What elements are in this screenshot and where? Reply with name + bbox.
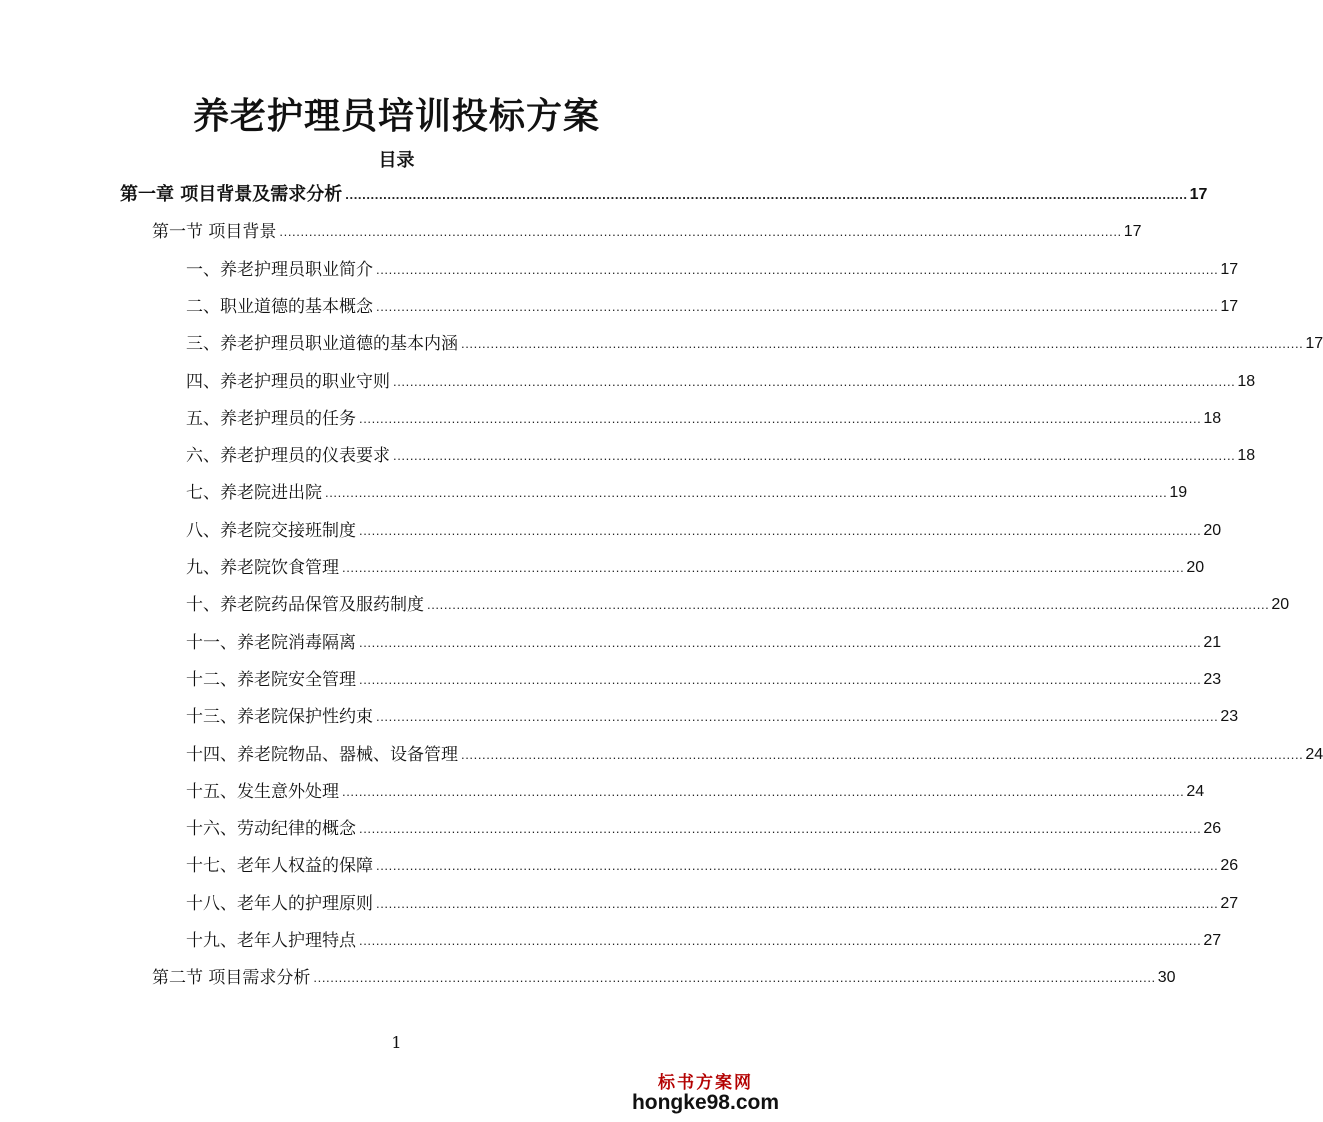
toc-leader-dots: ........................................................................................................................................................................................................ (376, 298, 1219, 314)
document-title: 养老护理员培训投标方案 (192, 95, 600, 137)
toc-leader-dots: ........................................................................................................................................................................................................ (279, 224, 1122, 240)
toc-heading: 目录 (378, 150, 415, 171)
toc-entry-label: 九、养老院饮食管理 (186, 558, 339, 578)
toc-entry-page: 26 (1220, 857, 1239, 875)
toc-entry-page: 17 (1189, 186, 1208, 203)
toc-entry-page: 19 (1169, 484, 1188, 502)
watermark-url: hongke98.com (631, 1091, 779, 1114)
toc-entry-page: 17 (1220, 297, 1239, 315)
toc-entry-label: 五、养老护理员的任务 (186, 408, 356, 429)
toc-leader-dots: ........................................................................................................................................................................................................ (342, 560, 1185, 575)
toc-entry-label: 七、养老院进出院 (186, 483, 322, 504)
toc-entry-label: 第二节 项目需求分析 (152, 968, 311, 989)
toc-entry-page: 26 (1203, 820, 1222, 838)
toc-entry-page: 17 (1220, 260, 1239, 278)
toc-entry-label: 四、养老护理员的职业守则 (186, 371, 390, 392)
toc-entry-label: 十七、老年人权益的保障 (186, 856, 373, 877)
toc-leader-dots: ........................................................................................................................................................................................................ (313, 970, 1156, 986)
toc-entry-page: 18 (1237, 372, 1256, 390)
toc-entry-page: 23 (1203, 670, 1222, 688)
toc-leader-dots: ........................................................................................................................................................................................................ (461, 746, 1304, 762)
toc-section-entry[interactable] (152, 959, 1176, 989)
toc-item-entry[interactable] (186, 624, 1222, 654)
toc-entry-page: 20 (1186, 559, 1205, 576)
toc-chapter-entry[interactable] (120, 176, 1208, 206)
toc-item-entry[interactable] (186, 288, 1239, 318)
toc-item-entry[interactable] (186, 251, 1239, 281)
toc-entry-label: 八、养老院交接班制度 (186, 520, 356, 541)
toc-leader-dots: ........................................................................................................................................................................................................ (359, 671, 1202, 687)
page-number: 1 (391, 1033, 402, 1052)
toc-entry-label: 十、养老院药品保管及服药制度 (186, 595, 424, 616)
toc-leader-dots: ........................................................................................................................................................................................................ (376, 858, 1219, 874)
toc-entry-page: 30 (1157, 969, 1176, 987)
toc-leader-dots: ........................................................................................................................................................................................................ (359, 933, 1202, 948)
toc-leader-dots: ........................................................................................................................................................................................................ (359, 410, 1202, 426)
toc-item-entry[interactable] (186, 698, 1239, 728)
toc-item-entry[interactable] (186, 661, 1222, 691)
toc-item-entry[interactable] (186, 400, 1222, 430)
toc-entry-label: 十二、养老院安全管理 (186, 669, 356, 690)
toc-item-entry[interactable] (186, 512, 1222, 542)
toc-entry-label: 一、养老护理员职业简介 (186, 259, 373, 280)
toc-entry-label: 三、养老护理员职业道德的基本内涵 (186, 334, 458, 355)
toc-entry-page: 20 (1271, 596, 1290, 614)
toc-item-entry[interactable] (186, 586, 1290, 616)
toc-leader-dots: ........................................................................................................................................................................................................ (393, 373, 1236, 389)
watermark-logo (632, 1068, 779, 1115)
toc-entry-label: 十四、养老院物品、器械、设备管理 (186, 744, 458, 765)
toc-item-entry[interactable] (186, 325, 1323, 355)
toc-entry-page: 17 (1305, 335, 1323, 353)
toc-leader-dots: ........................................................................................................................................................................................................ (325, 485, 1168, 501)
toc-entry-label: 十三、养老院保护性约束 (186, 707, 373, 728)
toc-entry-label: 十九、老年人护理特点 (186, 931, 356, 951)
toc-leader-dots: ........................................................................................................................................................................................................ (461, 336, 1304, 352)
toc-entry-label: 十一、养老院消毒隔离 (186, 632, 356, 653)
toc-item-entry[interactable] (186, 363, 1256, 393)
toc-section-entry[interactable] (152, 213, 1142, 243)
toc-leader-dots: ........................................................................................................................................................................................................ (376, 895, 1219, 911)
toc-entry-page: 24 (1186, 782, 1205, 800)
toc-entry-label: 十六、劳动纪律的概念 (186, 819, 356, 840)
toc-entry-page: 17 (1123, 223, 1142, 241)
toc-entry-page: 27 (1203, 932, 1222, 949)
toc-item-entry[interactable] (186, 847, 1239, 877)
toc-item-entry[interactable] (186, 549, 1205, 579)
toc-leader-dots: ........................................................................................................................................................................................................ (427, 597, 1270, 613)
watermark-site-name: 标书方案网 (657, 1073, 753, 1093)
toc-entry-page: 23 (1220, 708, 1239, 726)
toc-entry-page: 21 (1203, 633, 1222, 651)
toc-item-entry[interactable] (186, 437, 1256, 467)
toc-entry-label: 第一章 项目背景及需求分析 (120, 184, 343, 205)
toc-item-entry[interactable] (186, 810, 1222, 840)
toc-entry-label: 六、养老护理员的仪表要求 (186, 446, 390, 467)
toc-entry-page: 18 (1203, 409, 1222, 427)
toc-entry-label: 第一节 项目背景 (152, 222, 277, 243)
toc-item-entry[interactable] (186, 922, 1222, 952)
toc-leader-dots: ........................................................................................................................................................................................................ (393, 448, 1236, 464)
toc-item-entry[interactable] (186, 736, 1323, 766)
toc-leader-dots: ........................................................................................................................................................................................................ (345, 187, 1188, 202)
toc-entry-label: 十五、发生意外处理 (186, 781, 339, 802)
toc-leader-dots: ........................................................................................................................................................................................................ (376, 709, 1219, 725)
toc-item-entry[interactable] (186, 474, 1188, 504)
toc-leader-dots: ........................................................................................................................................................................................................ (359, 634, 1202, 650)
toc-entry-label: 二、职业道德的基本概念 (186, 296, 373, 317)
toc-entry-page: 24 (1305, 745, 1323, 763)
toc-leader-dots: ........................................................................................................................................................................................................ (359, 821, 1202, 837)
toc-item-entry[interactable] (186, 773, 1205, 803)
toc-leader-dots: ........................................................................................................................................................................................................ (359, 522, 1202, 538)
toc-leader-dots: ........................................................................................................................................................................................................ (342, 783, 1185, 799)
toc-entry-page: 18 (1237, 447, 1256, 465)
toc-item-entry[interactable] (186, 885, 1239, 915)
toc-entry-page: 20 (1203, 521, 1222, 539)
toc-leader-dots: ........................................................................................................................................................................................................ (376, 261, 1219, 277)
toc-entry-page: 27 (1220, 894, 1239, 912)
toc-entry-label: 十八、老年人的护理原则 (186, 893, 373, 914)
